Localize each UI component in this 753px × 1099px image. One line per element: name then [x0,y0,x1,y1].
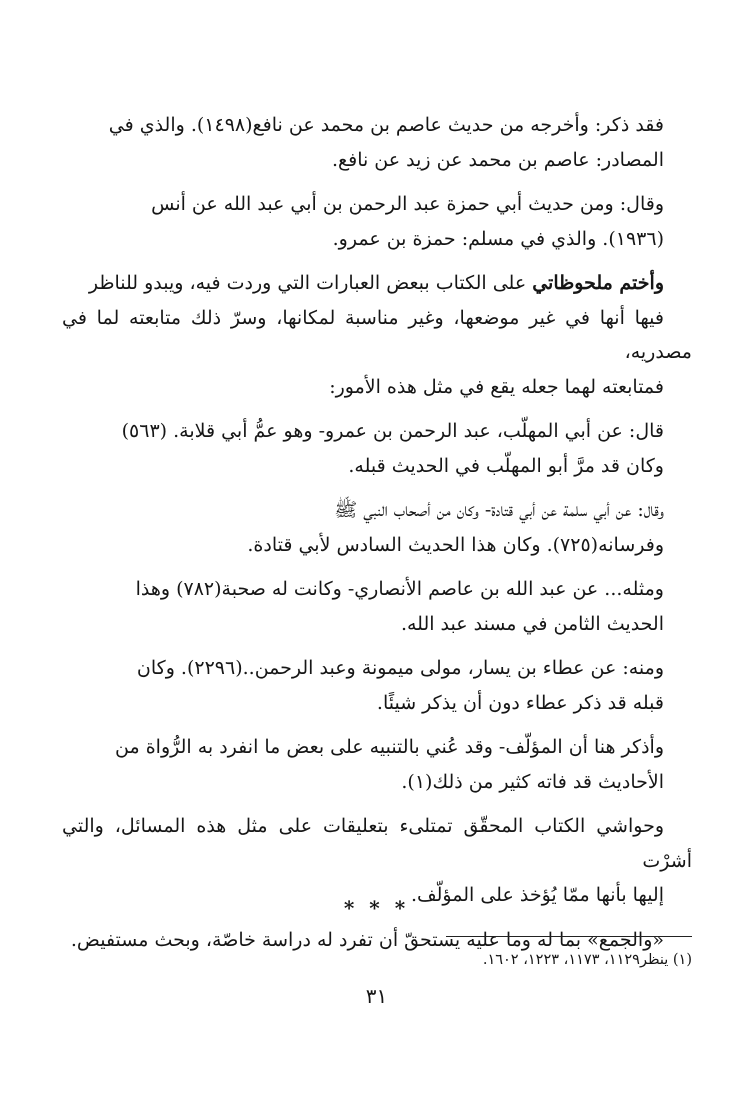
paragraph-7 [62,651,692,720]
text-line: وقال: ومن حديث أبي حمزة عبد الرحمن بن أبي عبد الله عن أنس [151,193,664,215]
text-line [62,266,692,301]
text-line: فمتابعته لهما جعله يقع في مثل هذه الأمور: [329,375,664,398]
paragraph-4 [62,414,692,483]
paragraph-8 [62,730,692,799]
text-line: وكان قد مرَّ أبو المهلّب في الحديث قبله. [348,454,664,477]
footnote: (١) ينظر١١٢٩، ١١٧٣، ١٢٢٣، ١٦٠٢. [482,952,692,968]
text-line: الحديث الثامن في مسند عبد الله. [400,612,664,635]
text-line: وفرسانه(٧٢٥). وكان هذا الحديث السادس لأبي قتادة. [247,533,664,556]
text-line: قبله قد ذكر عطاء دون أن يذكر شيئًا. [376,691,664,714]
paragraph-2 [62,187,692,256]
paragraph-5 [62,493,692,562]
main-text [62,108,692,967]
text-line: ومثله... عن عبد الله بن عاصم الأنصاري- وكانت له صحبة(٧٨٢) وهذا [135,578,664,600]
paragraph-3 [62,266,692,404]
footnote-rule [446,936,692,937]
text-line: «والجمع» بما له وما عليه يستحقّ أن تفرد له دراسة خاصّة، وبحث مستفيض. [70,928,664,951]
text-line-rest: على الكتاب ببعض العبارات التي وردت فيه، ويبدو للناظر [88,272,533,294]
text-line: ومنه: عن عطاء بن يسار، مولى ميمونة وعبد الرحمن..(٢٢٩٦). وكان [136,657,664,679]
text-line: الأحاديث قد فاته كثير من ذلك(١). [401,770,664,793]
paragraph-6 [62,572,692,641]
text-line: (١٩٣٦). والذي في مسلم: حمزة بن عمرو. [332,227,664,250]
text-line: وقال: عن أبي سلمة عن أبي قتادة- وكان من أصحاب النبي ﷺ [334,499,664,521]
text-line: إليها بأنها ممّا يُؤخذ على المؤلّف. [410,884,664,906]
text-line: المصادر: عاصم بن محمد عن زيد عن نافع. [331,148,664,171]
text-line: فقد ذكر: وأخرجه من حديث عاصم بن محمد عن نافع(١٤٩٨). والذي في [108,114,664,136]
text-line: قال: عن أبي المهلّب، عبد الرحمن بن عمرو- وهو عمُّ أبي قلابة. (٥٦٣) [121,420,664,442]
text-line: وحواشي الكتاب المحقّق تمتلىء بتعليقات على مثل هذه المسائل، والتي أشرْت [62,815,692,872]
text-line: وأذكر هنا أن المؤلّف- وقد عُني بالتنبيه على بعض ما انفرد به الرُّواة من [115,736,664,758]
paragraph-1 [62,108,692,177]
section-separator: * * * [343,896,410,920]
bold-lead-phrase: وأختم ملحوظاتي [532,272,664,294]
page-number: ٣١ [365,984,388,1008]
text-line: فيها أنها في غير موضعها، وغير مناسبة لمكانها، وسرّ ذلك متابعته لما في مصدريه، [62,306,692,363]
